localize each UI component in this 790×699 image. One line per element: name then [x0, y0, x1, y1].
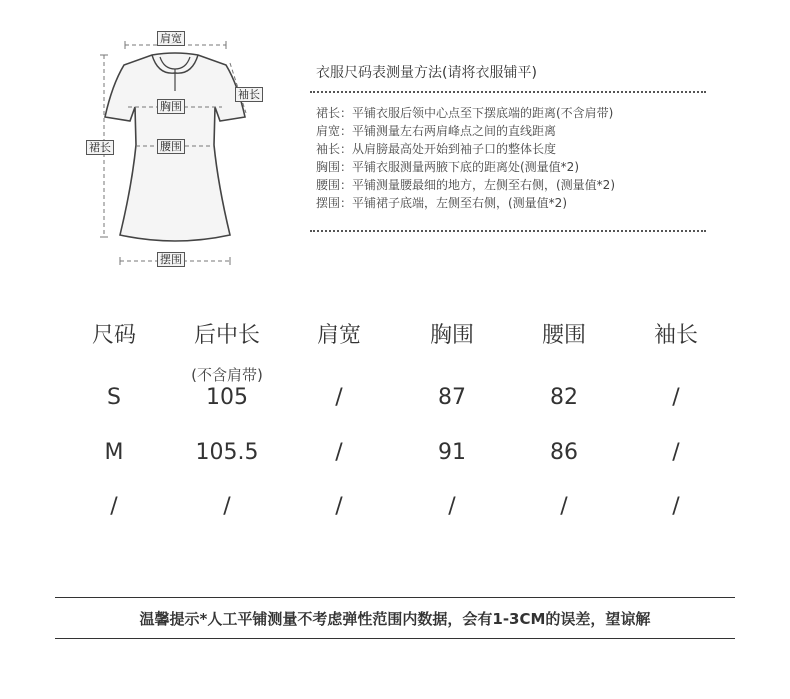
table-cell: / [223, 494, 231, 519]
table-cell: / [672, 440, 680, 465]
table-header: 袖长 [653, 323, 698, 348]
footer-rule-bottom [55, 638, 735, 639]
table-cell: / [448, 494, 456, 519]
table-cell: / [560, 494, 568, 519]
sleeve-label: 袖长 [235, 87, 263, 102]
table-cell: / [672, 494, 680, 519]
footer-note: 温馨提示*人工平铺测量不考虑弹性范围内数据，会有1-3CM的误差，望谅解 [139, 610, 651, 628]
hem-label: 摆围 [157, 252, 185, 267]
footer-rule-top [55, 597, 735, 598]
table-cell: 91 [438, 440, 466, 465]
measure-item: 裙长：平铺衣服后领中心点至下摆底端的距离(不含肩带) [316, 106, 614, 120]
table-cell: 86 [550, 440, 578, 465]
table-cell: / [335, 440, 343, 465]
table-cell: 105.5 [195, 440, 259, 465]
length-subnote: (不含肩带) [191, 366, 263, 384]
table-header: 胸围 [429, 323, 474, 348]
measure-item: 袖长：从肩膀最高处开始到袖子口的整体长度 [316, 142, 557, 156]
measure-list [316, 104, 615, 212]
measure-item: 肩宽：平铺测量左右两肩峰点之间的直线距离 [316, 124, 557, 138]
table-cell: / [672, 385, 680, 410]
table-header: 肩宽 [316, 323, 361, 348]
dotted-divider-top [310, 91, 706, 93]
dress-diagram [80, 25, 270, 275]
table-cell: S [107, 385, 121, 410]
table-cell: 87 [438, 385, 466, 410]
measure-item: 腰围：平铺测量腰最细的地方，左侧至右侧，(测量值*2) [316, 178, 616, 192]
table-header: 后中长 [193, 323, 260, 348]
waist-label: 腰围 [157, 139, 185, 154]
table-header: 尺码 [91, 323, 136, 348]
measure-heading: 衣服尺码表测量方法(请将衣服铺平) [316, 65, 537, 81]
dotted-divider-bottom [310, 230, 706, 232]
table-cell: / [335, 385, 343, 410]
length-label: 裙长 [86, 140, 114, 155]
measure-item: 摆围：平铺裙子底端，左侧至右侧，(测量值*2) [316, 196, 567, 210]
table-cell: / [110, 494, 118, 519]
table-cell: / [335, 494, 343, 519]
shoulder-label: 肩宽 [157, 31, 185, 46]
table-cell: 82 [550, 385, 578, 410]
chest-label: 胸围 [157, 99, 185, 114]
table-cell: M [104, 440, 124, 465]
table-cell: 105 [206, 385, 248, 410]
table-header: 腰围 [541, 323, 586, 348]
measure-item: 胸围：平铺衣服测量两腋下底的距离处(测量值*2) [316, 160, 579, 174]
